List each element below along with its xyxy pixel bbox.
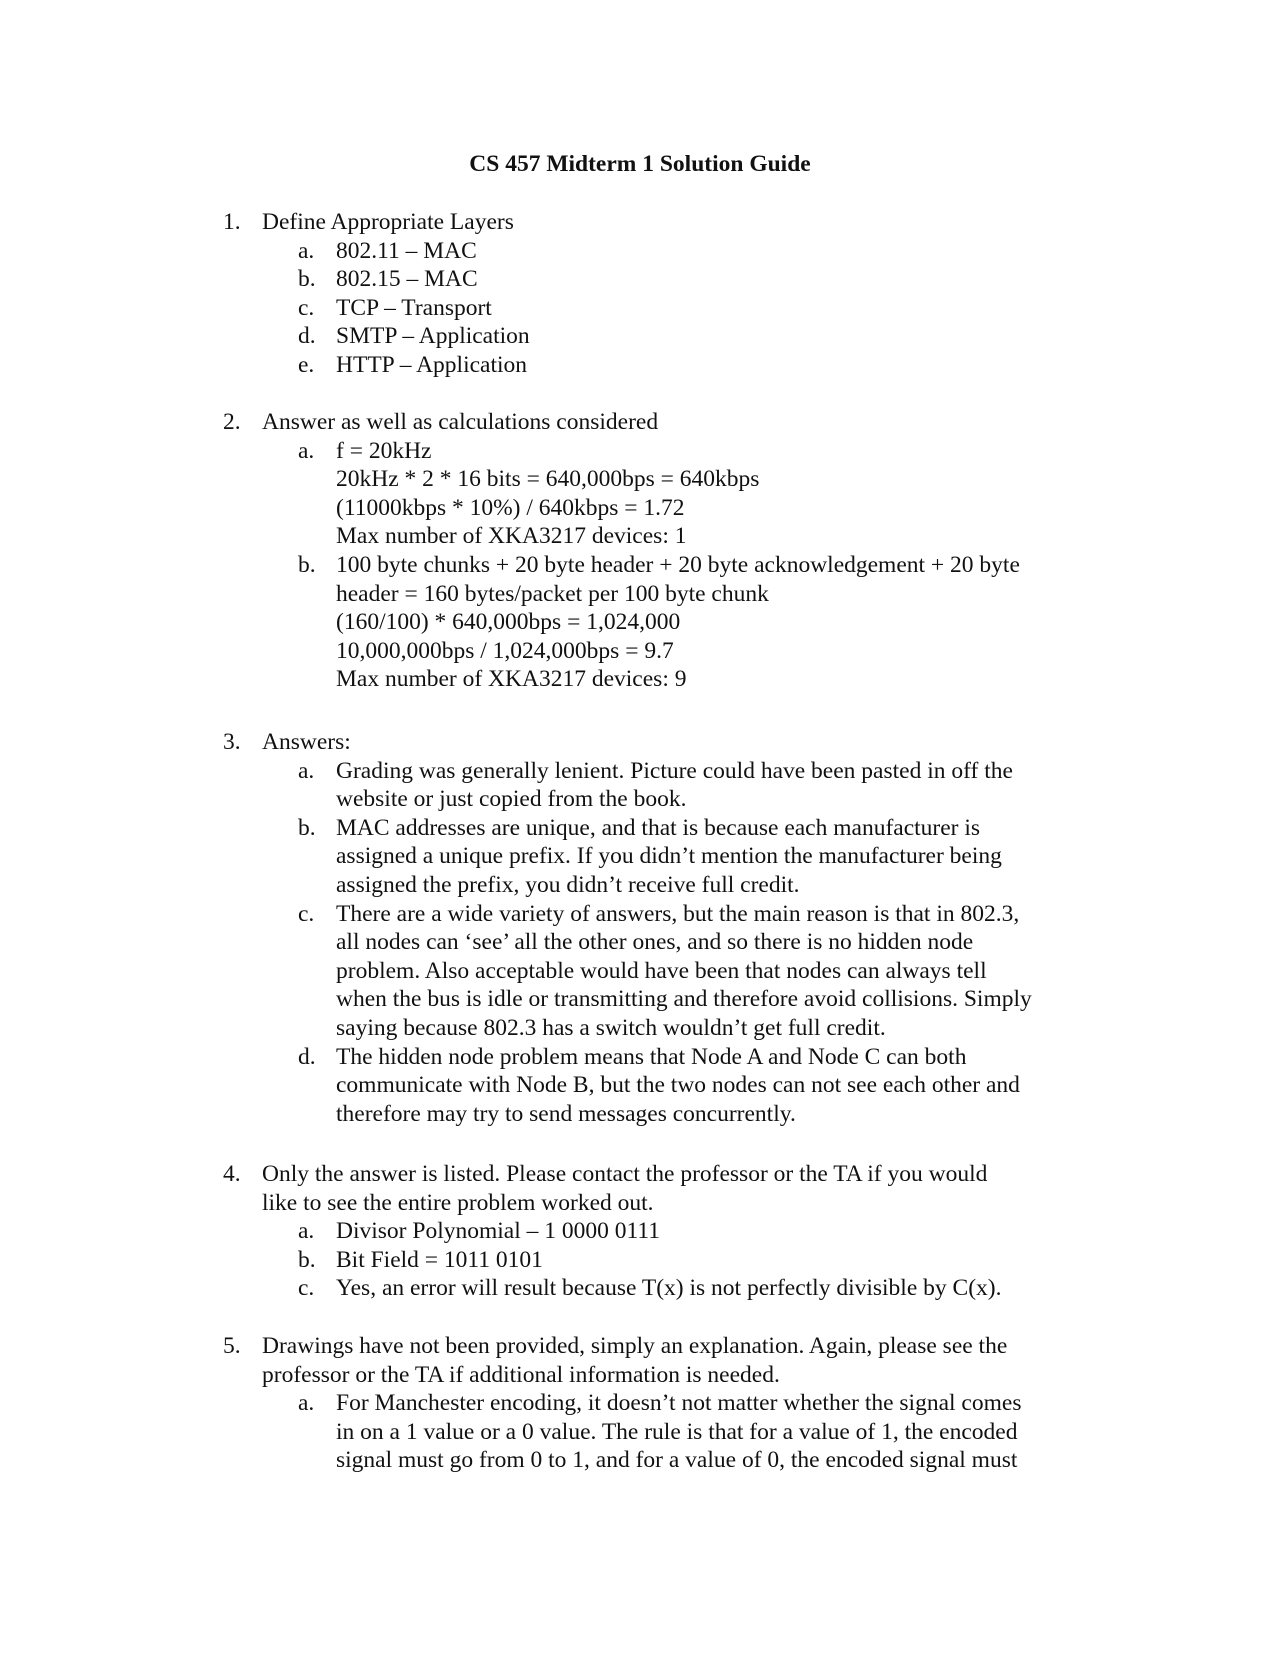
question-1: [223, 208, 1103, 380]
sub-answer-label: a.: [298, 437, 315, 464]
answer-line: problem. Also acceptable would have been that nodes can always tell: [336, 957, 987, 984]
answer-line: therefore may try to send messages concurrently.: [336, 1100, 796, 1127]
question-number: 4.: [223, 1161, 241, 1187]
sub-answer: [298, 900, 1103, 1043]
answer-line: The hidden node problem means that Node A and Node C can both: [336, 1043, 967, 1070]
answer-line: 802.15 – MAC: [336, 266, 478, 293]
answer-line: 100 byte chunks + 20 byte header + 20 byte acknowledgement + 20 byte: [336, 551, 1020, 578]
sub-answer-label: b.: [298, 266, 316, 293]
answer-line: Divisor Polynomial – 1 0000 0111: [336, 1218, 660, 1245]
sub-answer: [298, 237, 1103, 266]
answer-line: saying because 802.3 has a switch wouldn’t get full credit.: [336, 1014, 886, 1041]
sub-answer-label: e.: [298, 351, 315, 378]
sub-answer-label: a.: [298, 757, 315, 784]
sub-answer: [298, 814, 1103, 900]
answer-line: when the bus is idle or transmitting and therefore avoid collisions. Simply: [336, 986, 1032, 1013]
sub-answer: [298, 551, 1103, 694]
sub-answer: [298, 351, 1103, 380]
question-text: professor or the TA if additional information is needed.: [262, 1361, 780, 1388]
sub-answer: [298, 1246, 1103, 1275]
sub-answer: [298, 322, 1103, 351]
answer-line: SMTP – Application: [336, 323, 530, 350]
sub-answer-label: c.: [298, 294, 315, 321]
answer-line: in on a 1 value or a 0 value. The rule is that for a value of 1, the encoded: [336, 1418, 1018, 1445]
answer-line: Max number of XKA3217 devices: 9: [336, 666, 687, 693]
sub-answer-label: d.: [298, 1043, 316, 1070]
document-title: CS 457 Midterm 1 Solution Guide: [469, 151, 811, 177]
answer-line: For Manchester encoding, it doesn’t not matter whether the signal comes: [336, 1390, 1022, 1417]
answer-line: signal must go from 0 to 1, and for a value of 0, the encoded signal must: [336, 1447, 1018, 1474]
question-5: [223, 1332, 1103, 1475]
question-text: Answer as well as calculations considered: [262, 409, 659, 435]
sub-answer-label: b.: [298, 551, 316, 578]
sub-answer: [298, 1274, 1103, 1303]
question-number: 2.: [223, 409, 241, 435]
sub-answer: [298, 1389, 1103, 1475]
answer-line: website or just copied from the book.: [336, 786, 687, 813]
sub-answer-list: [298, 237, 1103, 380]
question-number: 5.: [223, 1333, 241, 1359]
answer-line: Bit Field = 1011 0101: [336, 1246, 543, 1273]
sub-answer-label: b.: [298, 1246, 316, 1273]
sub-answer: [298, 1043, 1103, 1129]
answer-line: assigned the prefix, you didn’t receive full credit.: [336, 871, 800, 898]
sub-answer: [298, 437, 1103, 551]
answer-line: Yes, an error will result because T(x) is not perfectly divisible by C(x).: [336, 1275, 1002, 1302]
question-text: Define Appropriate Layers: [262, 209, 514, 235]
question-4: [223, 1160, 1103, 1303]
answer-line: header = 160 bytes/packet per 100 byte chunk: [336, 580, 769, 607]
answer-line: f = 20kHz: [336, 437, 432, 464]
sub-answer-label: a.: [298, 237, 315, 264]
sub-answer-label: a.: [298, 1218, 315, 1245]
sub-answer-list: [298, 757, 1103, 1129]
question-2: [223, 408, 1103, 694]
sub-answer: [298, 757, 1103, 814]
sub-answer-list: [298, 1389, 1103, 1475]
answer-line: (11000kbps * 10%) / 640kbps = 1.72: [336, 494, 685, 521]
sub-answer: [298, 265, 1103, 294]
sub-answer-list: [298, 1217, 1103, 1303]
question-number: 3.: [223, 729, 241, 755]
sub-answer-label: a.: [298, 1390, 315, 1417]
answer-line: 802.11 – MAC: [336, 237, 477, 264]
answer-line: 20kHz * 2 * 16 bits = 640,000bps = 640kbps: [336, 466, 760, 493]
answer-line: HTTP – Application: [336, 351, 528, 378]
sub-answer-label: b.: [298, 814, 316, 841]
answer-line: TCP – Transport: [336, 294, 492, 321]
sub-answer-label: d.: [298, 323, 316, 350]
answer-line: (160/100) * 640,000bps = 1,024,000: [336, 609, 681, 636]
question-number: 1.: [223, 209, 241, 235]
answer-line: 10,000,000bps / 1,024,000bps = 9.7: [336, 637, 674, 664]
answer-line: Max number of XKA3217 devices: 1: [336, 523, 687, 550]
question-text: Answers:: [262, 729, 351, 755]
answer-line: There are a wide variety of answers, but the main reason is that in 802.3,: [336, 900, 1020, 927]
answer-line: all nodes can ‘see’ all the other ones, and so there is no hidden node: [336, 929, 974, 956]
answer-line: communicate with Node B, but the two nodes can not see each other and: [336, 1072, 1020, 1099]
answer-line: assigned a unique prefix. If you didn’t mention the manufacturer being: [336, 843, 1002, 870]
answer-line: MAC addresses are unique, and that is because each manufacturer is: [336, 814, 981, 841]
answer-line: Grading was generally lenient. Picture could have been pasted in off the: [336, 757, 1013, 784]
sub-answer-label: c.: [298, 1275, 315, 1302]
question-text: Only the answer is listed. Please contact the professor or the TA if you would: [262, 1161, 988, 1187]
sub-answer: [298, 1217, 1103, 1246]
sub-answer-label: c.: [298, 900, 315, 927]
question-text: like to see the entire problem worked out.: [262, 1189, 654, 1216]
sub-answer-list: [298, 437, 1103, 694]
question-3: [223, 728, 1103, 1128]
sub-answer: [298, 294, 1103, 323]
question-text: Drawings have not been provided, simply an explanation. Again, please see the: [262, 1333, 1008, 1359]
